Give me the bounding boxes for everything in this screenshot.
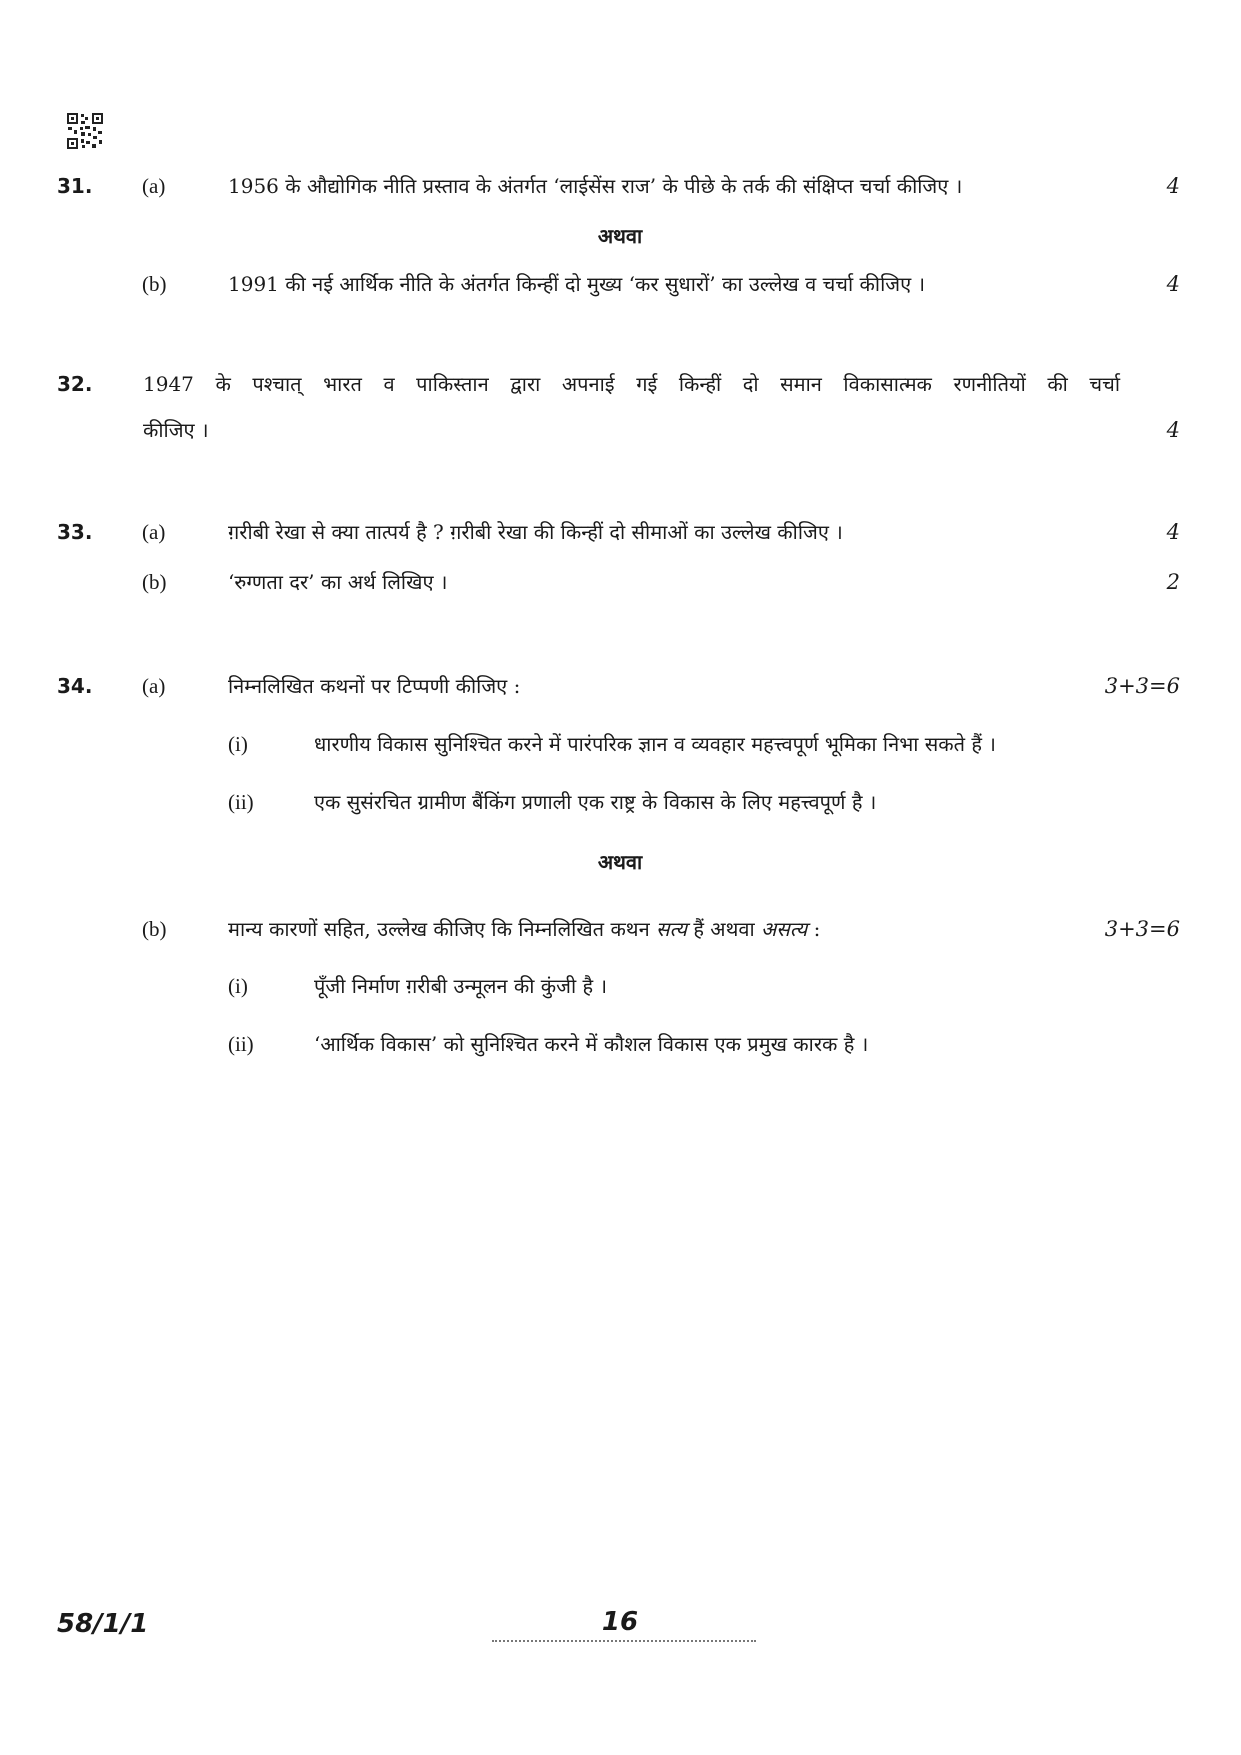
question-text <box>228 915 820 943</box>
footer-divider <box>492 1640 756 1642</box>
statement-text: धारणीय विकास सुनिश्चित करने में पारंपरिक ज्ञान व व्यवहार महत्त्वपूर्ण भूमिका निभा सकते हैं । <box>314 732 996 756</box>
question-number: 33. <box>57 520 93 544</box>
marks: 3+3=6 <box>1104 674 1180 698</box>
question-number: 32. <box>57 372 93 396</box>
question-text-part: हैं अथवा <box>686 917 762 941</box>
question-text-continuation: कीजिए । <box>143 418 209 442</box>
subpart-label: (b) <box>142 917 167 941</box>
marks: 4 <box>1166 272 1180 296</box>
question-text: निम्नलिखित कथनों पर टिप्पणी कीजिए : <box>228 674 521 698</box>
item-label: (i) <box>228 732 248 756</box>
subpart-label: (b) <box>142 272 167 296</box>
marks: 2 <box>1166 570 1180 594</box>
subpart-label: (a) <box>142 174 166 198</box>
question-text: 1947 के पश्चात् भारत व पाकिस्तान द्वारा अपनाई गई किन्हीं दो समान विकासात्मक रणनीतियों की चर्चा <box>143 372 1120 396</box>
qr-code-icon <box>66 112 104 150</box>
page-number: 16 <box>601 1607 639 1637</box>
or-divider: अथवा <box>597 850 643 874</box>
or-divider: अथवा <box>597 224 643 248</box>
marks: 4 <box>1166 418 1180 442</box>
marks: 3+3=6 <box>1104 917 1180 941</box>
question-text: 1991 की नई आर्थिक नीति के अंतर्गत किन्हीं दो मुख्य ‘कर सुधारों’ का उल्लेख व चर्चा कीजिए । <box>228 272 926 296</box>
item-label: (ii) <box>228 1032 254 1056</box>
marks: 4 <box>1166 174 1180 198</box>
statement-text: ‘आर्थिक विकास’ को सुनिश्चित करने में कौशल विकास एक प्रमुख कारक है । <box>314 1032 869 1056</box>
item-label: (ii) <box>228 790 254 814</box>
question-number: 34. <box>57 674 93 698</box>
subpart-label: (a) <box>142 520 166 544</box>
question-text: ‘रुग्णता दर’ का अर्थ लिखिए । <box>228 570 448 594</box>
statement-text: पूँजी निर्माण ग़रीबी उन्मूलन की कुंजी है । <box>314 974 608 998</box>
statement-text: एक सुसंरचित ग्रामीण बैंकिंग प्रणाली एक राष्ट्र के विकास के लिए महत्त्वपूर्ण है । <box>314 790 877 814</box>
false-word: असत्य <box>761 917 808 941</box>
question-text-part: : <box>807 917 821 941</box>
question-number: 31. <box>57 174 93 198</box>
true-word: सत्य <box>656 917 687 941</box>
question-text-part: मान्य कारणों सहित, उल्लेख कीजिए कि निम्नलिखित कथन <box>228 917 657 941</box>
subpart-label: (b) <box>142 570 167 594</box>
paper-code: 58/1/1 <box>57 1609 149 1639</box>
question-text: 1956 के औद्योगिक नीति प्रस्ताव के अंतर्गत ‘लाईसेंस राज’ के पीछे के तर्क की संक्षिप्त चर्चा कीजिए । <box>228 174 963 198</box>
subpart-label: (a) <box>142 674 166 698</box>
question-text: ग़रीबी रेखा से क्या तात्पर्य है ? ग़रीबी रेखा की किन्हीं दो सीमाओं का उल्लेख कीजिए । <box>228 520 843 544</box>
item-label: (i) <box>228 974 248 998</box>
marks: 4 <box>1166 520 1180 544</box>
